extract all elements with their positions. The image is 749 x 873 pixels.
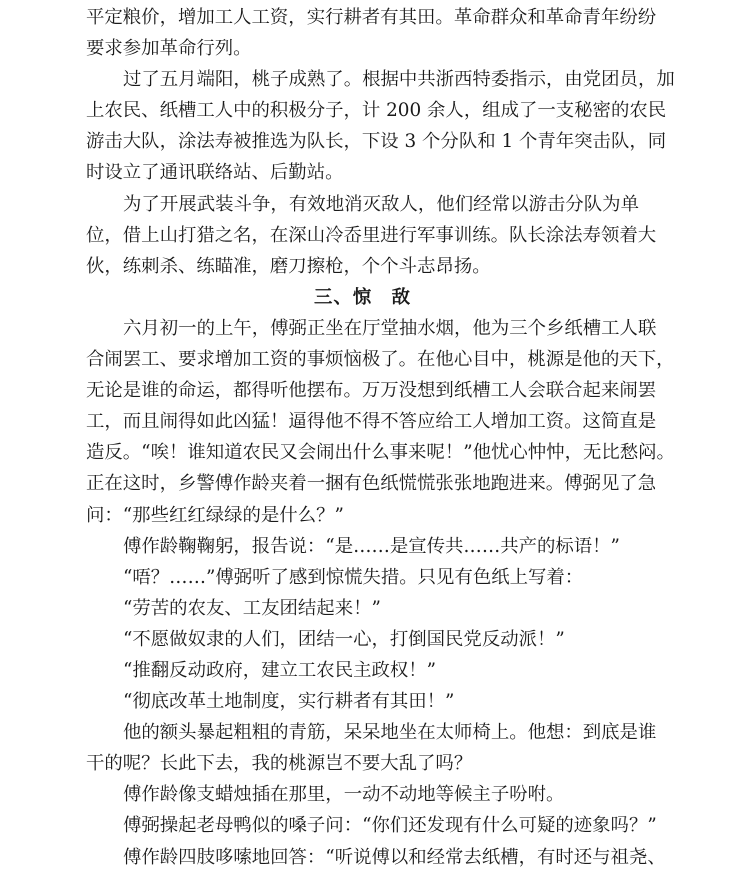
text-line: 为了开展武装斗争，有效地消灭敌人，他们经常以游击分队为单 xyxy=(123,193,639,215)
text-line: “唔？……”傅弼听了感到惊慌失措。只见有色纸上写着： xyxy=(123,566,584,588)
text-line: “不愿做奴隶的人们，团结一心，打倒国民党反动派！” xyxy=(123,628,565,650)
text-line: 要求参加革命行列。 xyxy=(86,38,252,60)
text-line: 正在这时，乡警傅作龄夹着一捆有色纸慌慌张张地跑进来。傅弼见了急 xyxy=(86,473,657,495)
text-line: 他的额头暴起粗粗的青筋，呆呆地坐在太师椅上。他想：到底是谁 xyxy=(123,722,657,744)
text-line: 傅作龄鞠鞠躬，报告说：“是……是宣传共……共产的标语！” xyxy=(123,535,620,557)
text-line: 傅弼操起老母鸭似的嗓子问：“你们还发现有什么可疑的迹象吗？” xyxy=(123,815,657,837)
text-line: 合闹罢工、要求增加工资的事烦恼极了。在他心目中，桃源是他的天下， xyxy=(86,349,675,371)
document-page xyxy=(86,2,675,873)
text-line: 无论是谁的命运，都得听他摆布。万万没想到纸槽工人会联合起来闹罢 xyxy=(86,380,657,402)
paragraph xyxy=(86,655,639,686)
body-text-after-heading xyxy=(86,313,675,873)
text-line: 伙，练刺杀、练瞄准，磨刀擦枪，个个斗志昂扬。 xyxy=(86,255,491,277)
paragraph xyxy=(86,562,639,593)
paragraph xyxy=(86,2,657,64)
text-line: 问：“那些红红绿绿的是什么？” xyxy=(86,504,344,526)
text-line: 平定粮价，增加工人工资，实行耕者有其田。革命群众和革命青年纷纷 xyxy=(86,7,657,28)
paragraph xyxy=(86,810,657,841)
text-line: “彻底改革土地制度，实行耕者有其田！” xyxy=(123,691,455,713)
paragraph xyxy=(86,313,675,531)
paragraph xyxy=(86,531,639,562)
text-line: 位，借上山打猎之名，在深山冷岙里进行军事训练。队长涂法寿领着大 xyxy=(86,224,657,246)
text-line: 时设立了通讯联络站、后勤站。 xyxy=(86,162,344,184)
paragraph xyxy=(86,593,639,624)
text-line: 傅作龄像支蜡烛插在那里，一动不动地等候主子吩咐。 xyxy=(123,784,565,806)
text-line: “劳苦的农友、工友团结起来！” xyxy=(123,597,381,619)
paragraph xyxy=(86,189,657,282)
paragraph xyxy=(86,717,657,779)
paragraph xyxy=(86,64,675,188)
text-line: 游击大队，涂法寿被推选为队长，下设 3 个分队和 1 个青年突击队，同 xyxy=(86,131,667,153)
text-line: 工，而且闹得如此凶猛！逼得他不得不答应给工人增加工资。这简直是 xyxy=(86,411,657,433)
paragraph xyxy=(86,624,639,655)
body-text-before-heading xyxy=(86,2,675,282)
paragraph xyxy=(86,779,639,810)
text-line: “推翻反动政府，建立工农民主政权！” xyxy=(123,659,437,681)
text-line: 干的呢？长此下去，我的桃源岂不要大乱了吗？ xyxy=(86,753,473,775)
text-line: 造反。“唉！谁知道农民又会闹出什么事来呢！”他忧心忡忡，无比愁闷。 xyxy=(86,442,675,464)
paragraph xyxy=(86,686,639,717)
paragraph xyxy=(86,842,666,873)
text-line: 傅作龄四肢哆嗦地回答：“听说傅以和经常去纸槽，有时还与祖尧、 xyxy=(123,846,666,868)
text-line: 六月初一的上午，傅弼正坐在厅堂抽水烟，他为三个乡纸槽工人联 xyxy=(123,317,657,339)
text-line: 上农民、纸槽工人中的积极分子，计 200 余人，组成了一支秘密的农民 xyxy=(86,100,667,122)
section-heading: 三、惊 敌 xyxy=(314,286,411,308)
text-line: 过了五月端阳，桃子成熟了。根据中共浙西特委指示，由党团员，加 xyxy=(123,69,675,91)
